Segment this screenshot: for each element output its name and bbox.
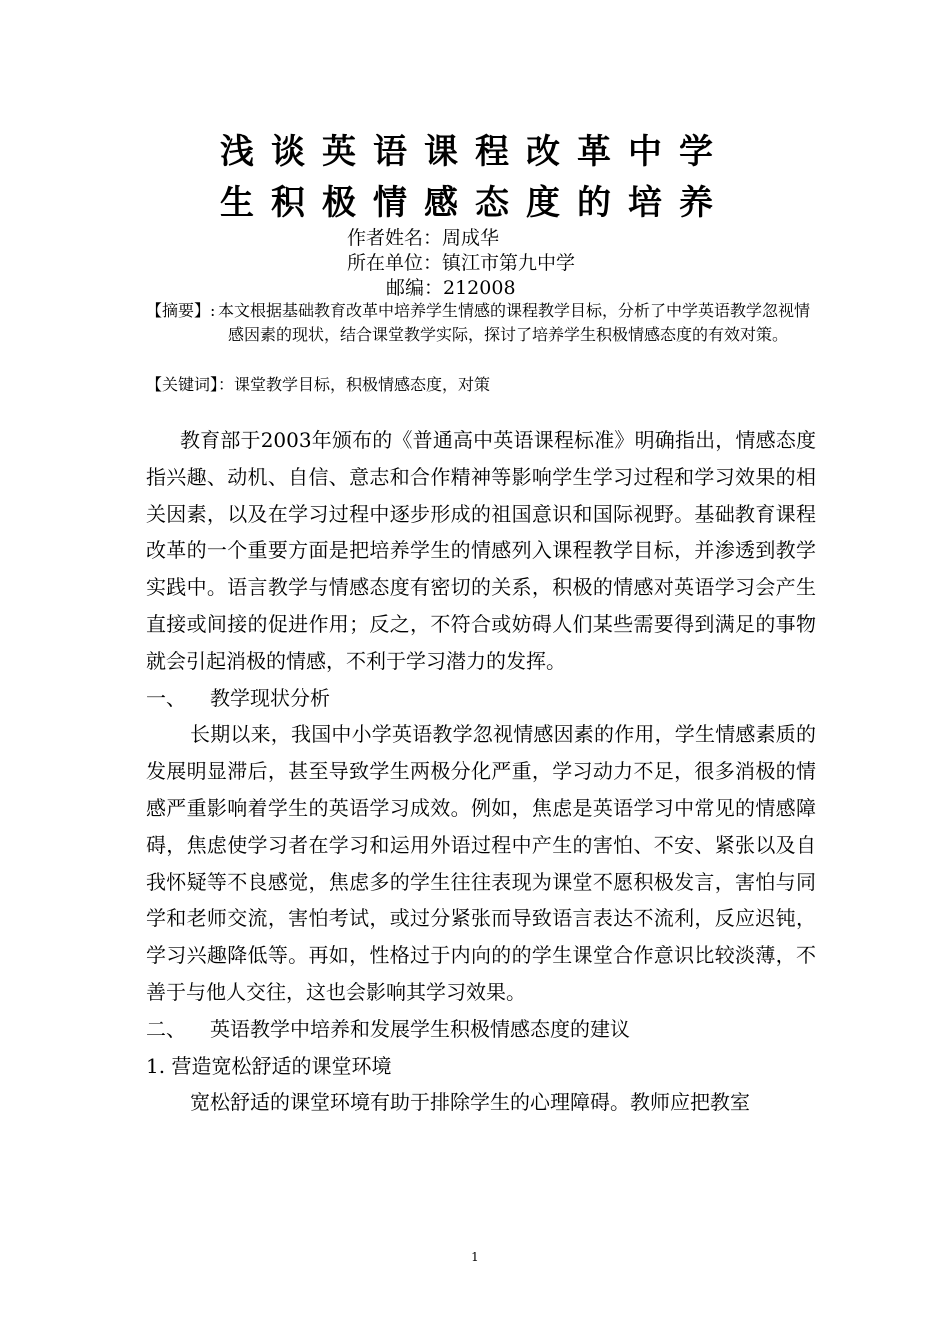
paragraph-3: 宽松舒适的课堂环境有助于排除学生的心理障碍。教师应把教室 bbox=[190, 1090, 750, 1115]
abstract-label: 【摘要】: bbox=[146, 301, 216, 320]
paragraph-2: 长期以来，我国中小学英语教学忽视情感因素的作用，学生情感素质的发展明显滞后，甚至导致学生两极分化严重，学习动力不足，很多消极的情感严重影响着学生的英语学习成效。例如，焦虑是英语学习中常见的情感障碍，焦虑使学习者在学习和运用外语过程中产生的害怕、不安、紧张以及自我怀疑等不良感觉，焦虑多的学生往往表现为课堂不愿积极发言，害怕与同学和老师交流，害怕考试，或过分紧张而导致语言表达不流利，反应迟钝，学习兴趣降低等。再如，性格过于内向的的学生课堂合作意识比较淡薄，不善于与他人交往，这也会影响其学习效果。 bbox=[146, 722, 816, 1004]
author-name: 作者姓名：周成华 bbox=[347, 227, 500, 249]
subsection-heading-1: 1. 营造宽松舒适的课堂环境 bbox=[146, 1053, 392, 1078]
title-line-2: 生积极情感态度的培养 bbox=[220, 183, 730, 223]
author-postcode: 邮编：212008 bbox=[386, 277, 516, 299]
section-title-1: 教学现状分析 bbox=[210, 685, 330, 710]
section-heading-1 bbox=[146, 680, 816, 717]
section-number-1: 一、 bbox=[146, 685, 186, 710]
abstract-text: 本文根据基础教育改革中培养学生情感的课程教学目标，分析了中学英语教学忽视情感因素的现状，结合课堂教学实际，探讨了培养学生积极情感态度的有效对策。 bbox=[218, 301, 811, 344]
section-number-2: 二、 bbox=[146, 1016, 186, 1041]
section-title-2: 英语教学中培养和发展学生积极情感态度的建议 bbox=[210, 1016, 630, 1041]
abstract bbox=[146, 299, 816, 347]
page-number: 1 bbox=[471, 1250, 479, 1264]
paragraph-1: 教育部于2003年颁布的《普通高中英语课程标准》明确指出，情感态度指兴趣、动机、自信、意志和合作精神等影响学生学习过程和学习效果的相关因素，以及在学习过程中逐步形成的祖国意识和国际视野。基础教育课程改革的一个重要方面是把培养学生的情感列入课程教学目标，并渗透到教学实践中。语言教学与情感态度有密切的关系，积极的情感对英语学习会产生直接或间接的促进作用；反之，不符合或妨碍人们某些需要得到满足的事物就会引起消极的情感，不利于学习潜力的发挥。 bbox=[146, 428, 816, 673]
section-heading-2 bbox=[146, 1011, 816, 1048]
body-text bbox=[146, 422, 816, 1121]
author-unit: 所在单位：镇江市第九中学 bbox=[347, 252, 576, 274]
title-line-1: 浅谈英语课程改革中学 bbox=[220, 132, 730, 172]
keywords: 【关键词】：课堂教学目标，积极情感态度，对策 bbox=[146, 375, 491, 394]
